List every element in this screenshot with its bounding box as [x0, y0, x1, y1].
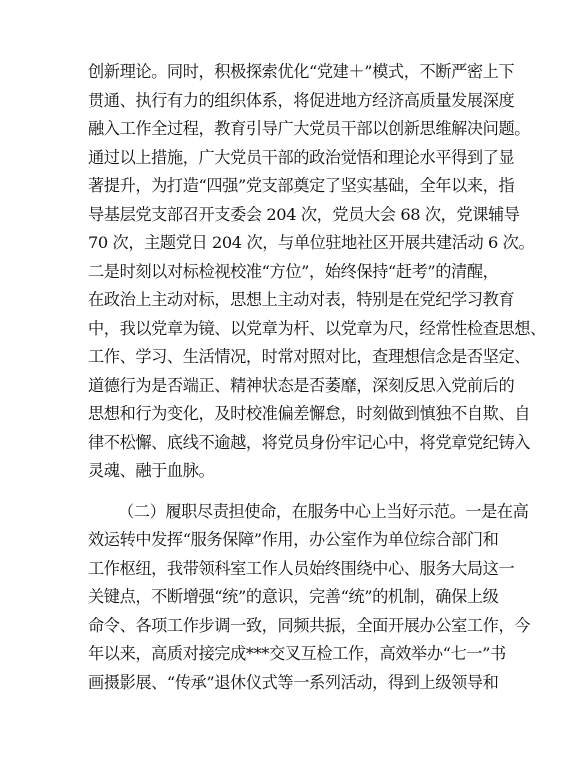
text-line: 工作枢纽，我带领科室工作人员始终围绕中心、服务大局这一 [88, 558, 515, 578]
text-line: 命令、各项工作步调一致，同频共振，全面开展办公室工作，今 [88, 615, 531, 635]
text-line-first: （二）履职尽责担使命，在服务中心上当好示范。一是在高 [118, 501, 529, 521]
paragraph-1 [88, 58, 546, 486]
document-body [88, 58, 546, 697]
text-line: 思想和行为变化，及时校准偏差懈怠，时刻做到慎独不自欺、自 [88, 404, 531, 423]
text-line: 导基层党支部召开支委会 204 次，党员大会 68 次，党课辅导 [88, 204, 520, 224]
text-line: 70 次，主题党日 204 次，与单位驻地社区开展共建活动 6 次。 [88, 233, 535, 252]
text-line: 年以来，高质对接完成***交叉互检工作，高效举办“七一”书 [88, 644, 506, 663]
text-line: 中，我以党章为镜、以党章为杆、以党章为尺，经常性检查思想、 [88, 318, 546, 338]
text-line: 在政治上主动对标，思想上主动对表，特别是在党纪学习教育 [88, 290, 515, 309]
paragraph-2 [88, 498, 531, 698]
text-line: 工作、学习、生活情况，时常对照对比，查理想信念是否坚定、 [88, 347, 531, 366]
text-line: 创新理论。同时，积极探索优化“党建＋”模式，不断严密上下 [88, 62, 515, 81]
text-line: 通过以上措施，广大党员干部的政治觉悟和理论水平得到了显 [88, 147, 515, 167]
text-line: 贯通、执行有力的组织体系，将促进地方经济高质量发展深度 [88, 90, 515, 110]
text-line: 关键点，不断增强“统”的意识，完善“统”的机制，确保上级 [88, 587, 499, 606]
text-line: 画摄影展、“传承”退休仪式等一系列活动，得到上级领导和 [88, 672, 499, 692]
text-line: 效运转中发挥“服务保障”作用，办公室作为单位综合部门和 [88, 530, 499, 549]
text-line: 灵魂、融于血脉。 [88, 461, 215, 480]
text-line: 融入工作全过程，教育引导广大党员干部以创新思维解决问题。 [88, 119, 531, 138]
text-line: 二是时刻以对标检视校准“方位”，始终保持“赶考”的清醒， [88, 261, 499, 281]
text-line: 著提升，为打造“四强”党支部奠定了坚实基础，全年以来，指 [88, 176, 515, 195]
text-line: 道德行为是否端正、精神状态是否萎靡，深刻反思入党前后的 [88, 375, 515, 395]
text-line: 律不松懈、底线不逾越，将党员身份牢记心中，将党章党纪铸入 [88, 432, 531, 452]
paragraph-spacer [88, 486, 508, 498]
